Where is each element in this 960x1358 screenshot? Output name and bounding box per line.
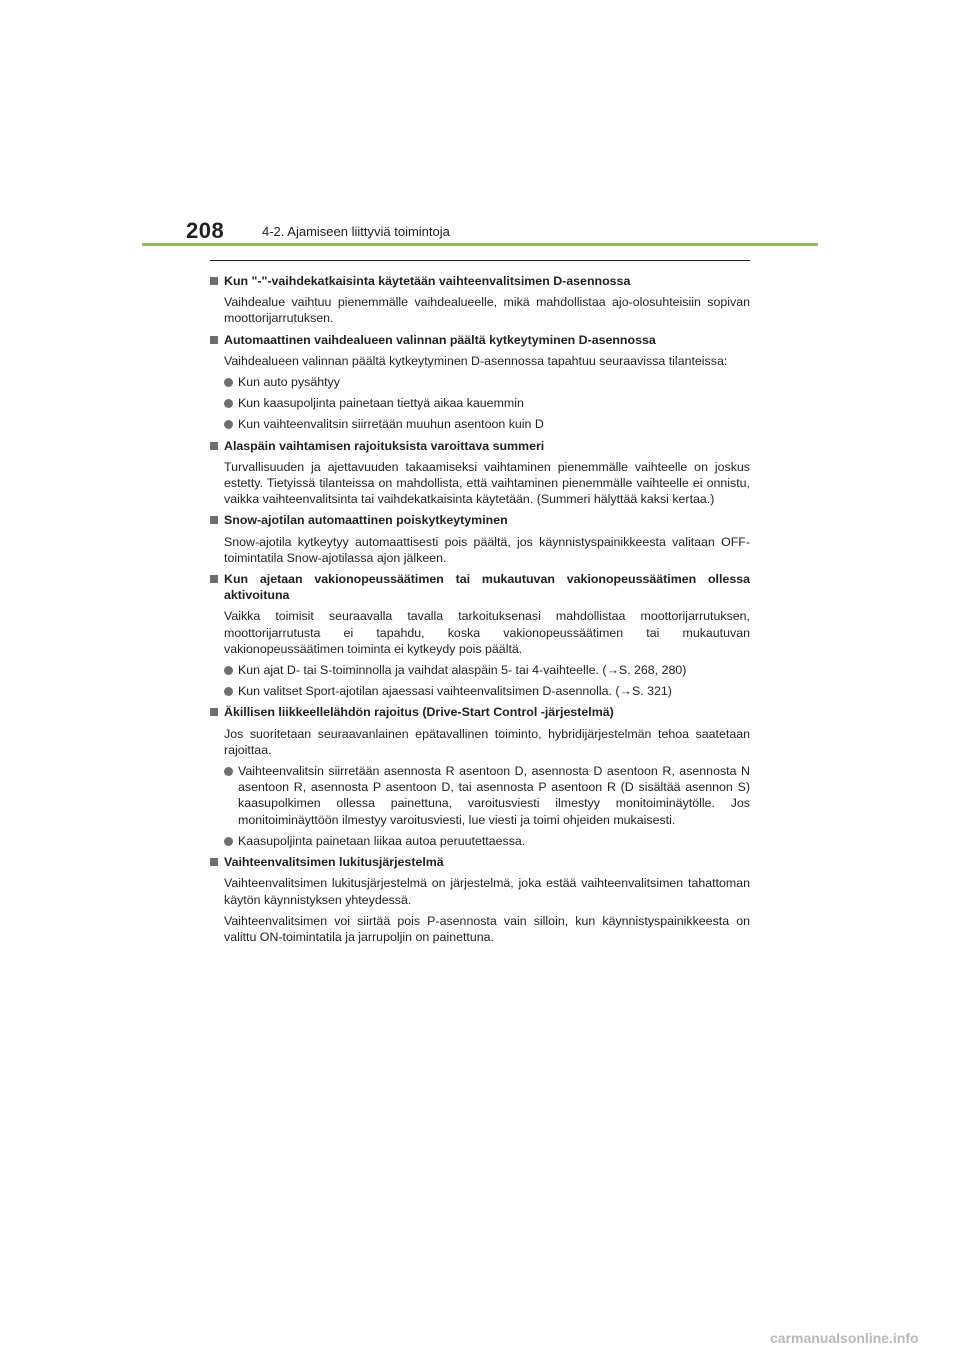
paragraph <box>210 608 750 657</box>
paragraph-text: Vaihdealueen valinnan päältä kytkeytyminen D-asennossa tapahtuu seuraavissa tilanteissa: <box>224 353 728 368</box>
section-heading <box>210 332 750 348</box>
bullet-item <box>210 416 750 432</box>
heading-text: Kun ajetaan vakionopeussäätimen tai mukautuvan vakionopeussäätimen ollessa aktivoituna <box>224 572 750 603</box>
square-bullet-icon <box>210 336 218 344</box>
bullet-text: Kun auto pysähtyy <box>238 375 340 390</box>
bullet-text: Vaihteenvalitsin siirretään asennosta R asentoon D, asennosta D asentoon R, asennosta N asentoon R, asennosta P asentoon D, tai asennosta P asentoon R (D sisältää asennon S) kaasupolkimen ollessa painettuna, varoitusviesti ilmestyy monitoiminäytölle. Jos monitoiminäyttöön ilmestyy varoitusviesti, lue viesti ja toimi ohjeiden mukaisesti. <box>238 764 750 827</box>
heading-text: Vaihteenvalitsimen lukitusjärjestelmä <box>224 855 444 870</box>
section-title: 4-2. Ajamiseen liittyviä toimintoja <box>262 224 450 239</box>
watermark: carmanualsonline.info <box>770 1330 919 1346</box>
paragraph-text: Turvallisuuden ja ajettavuuden takaamiseksi vaihtaminen pienemmälle vaihteelle on joskus estetty. Tietyissä tilanteissa on mahdollista, että vaihtaminen pienemmälle vaihteelle ei onnistu, vaikka vaihteenvalitsinta tai vaihdekatkaisinta käytetään. (Summeri hälyttää kaksi kertaa.) <box>224 459 750 507</box>
paragraph-text: Vaihteenvalitsimen lukitusjärjestelmä on järjestelmä, joka estää vaihteenvalitsimen tahattoman käytön käynnistyksen yhteydessä. <box>224 876 750 907</box>
paragraph-text: Jos suoritetaan seuraavanlainen epätavallinen toiminto, hybridijärjestelmän tehoa saatetaan rajoittaa. <box>224 726 750 757</box>
paragraph-text: Snow-ajotila kytkeytyy automaattisesti pois päältä, jos käynnistyspainikkeesta valitaan OFF-toimintatila Snow-ajotilassa ajon jälkeen. <box>224 534 750 565</box>
bullet-text: Kun valitset Sport-ajotilan ajaessasi vaihteenvalitsimen D-asennolla. (→S. 321) <box>238 684 672 699</box>
section-heading <box>210 854 750 870</box>
square-bullet-icon <box>210 442 218 450</box>
circle-bullet-icon <box>224 378 233 387</box>
bullet-item <box>210 833 750 849</box>
heading-text: Snow-ajotilan automaattinen poiskytkeytyminen <box>224 513 508 528</box>
circle-bullet-icon <box>224 666 233 675</box>
square-bullet-icon <box>210 708 218 716</box>
paragraph-text: Vaihteenvalitsimen voi siirtää pois P-asennosta vain silloin, kun käynnistyspainikkeesta on valittu ON-toimintatila ja jarrupoljin on painettuna. <box>224 913 750 944</box>
bullet-text: Kaasupoljinta painetaan liikaa autoa peruutettaessa. <box>238 833 526 848</box>
paragraph <box>210 913 750 945</box>
circle-bullet-icon <box>224 837 233 846</box>
paragraph <box>210 353 750 369</box>
paragraph-text: Vaihdealue vaihtuu pienemmälle vaihdealueelle, mikä mahdollistaa ajo-olosuhteisiin sopivan moottorijarrutuksen. <box>224 295 750 326</box>
bullet-item <box>210 374 750 390</box>
circle-bullet-icon <box>224 687 233 696</box>
heading-text: Automaattinen vaihdealueen valinnan päältä kytkeytyminen D-asennossa <box>224 332 656 347</box>
heading-text: Alaspäin vaihtamisen rajoituksista varoittava summeri <box>224 438 545 453</box>
bullet-item <box>210 683 750 699</box>
square-bullet-icon <box>210 858 218 866</box>
bullet-item <box>210 662 750 678</box>
circle-bullet-icon <box>224 420 233 429</box>
document-body <box>210 268 750 945</box>
bullet-item <box>210 395 750 411</box>
section-heading <box>210 571 750 603</box>
square-bullet-icon <box>210 516 218 524</box>
page-header <box>0 0 960 250</box>
content-divider <box>210 260 750 261</box>
circle-bullet-icon <box>224 399 233 408</box>
section-heading <box>210 512 750 528</box>
heading-text: Kun "-"-vaihdekatkaisinta käytetään vaihteenvalitsimen D-asennossa <box>224 274 631 288</box>
bullet-item <box>210 763 750 828</box>
bullet-text: Kun vaihteenvalitsin siirretään muuhun asentoon kuin D <box>238 417 544 432</box>
paragraph <box>210 459 750 508</box>
paragraph <box>210 726 750 758</box>
section-heading <box>210 438 750 454</box>
header-rule <box>142 243 818 246</box>
page-number: 208 <box>186 218 225 243</box>
paragraph <box>210 534 750 566</box>
section-heading <box>210 273 750 289</box>
bullet-text: Kun kaasupoljinta painetaan tiettyä aikaa kauemmin <box>238 396 524 411</box>
paragraph <box>210 294 750 326</box>
paragraph-text: Vaikka toimisit seuraavalla tavalla tarkoituksenasi mahdollistaa moottorijarrutuksen, moottorijarrutusta ei tapahdu, koska vakionopeussäätimen tai mukautuvan vakionopeussäätimen toiminta ei kytkeydy pois päältä. <box>224 609 750 656</box>
paragraph <box>210 875 750 907</box>
bullet-text: Kun ajat D- tai S-toiminnolla ja vaihdat alaspäin 5- tai 4-vaihteelle. (→S. 268, 280) <box>238 663 687 678</box>
section-heading <box>210 704 750 720</box>
circle-bullet-icon <box>224 767 233 776</box>
heading-text: Äkillisen liikkeellelähdön rajoitus (Drive-Start Control -järjestelmä) <box>224 705 614 720</box>
square-bullet-icon <box>210 575 218 583</box>
square-bullet-icon <box>210 277 218 285</box>
